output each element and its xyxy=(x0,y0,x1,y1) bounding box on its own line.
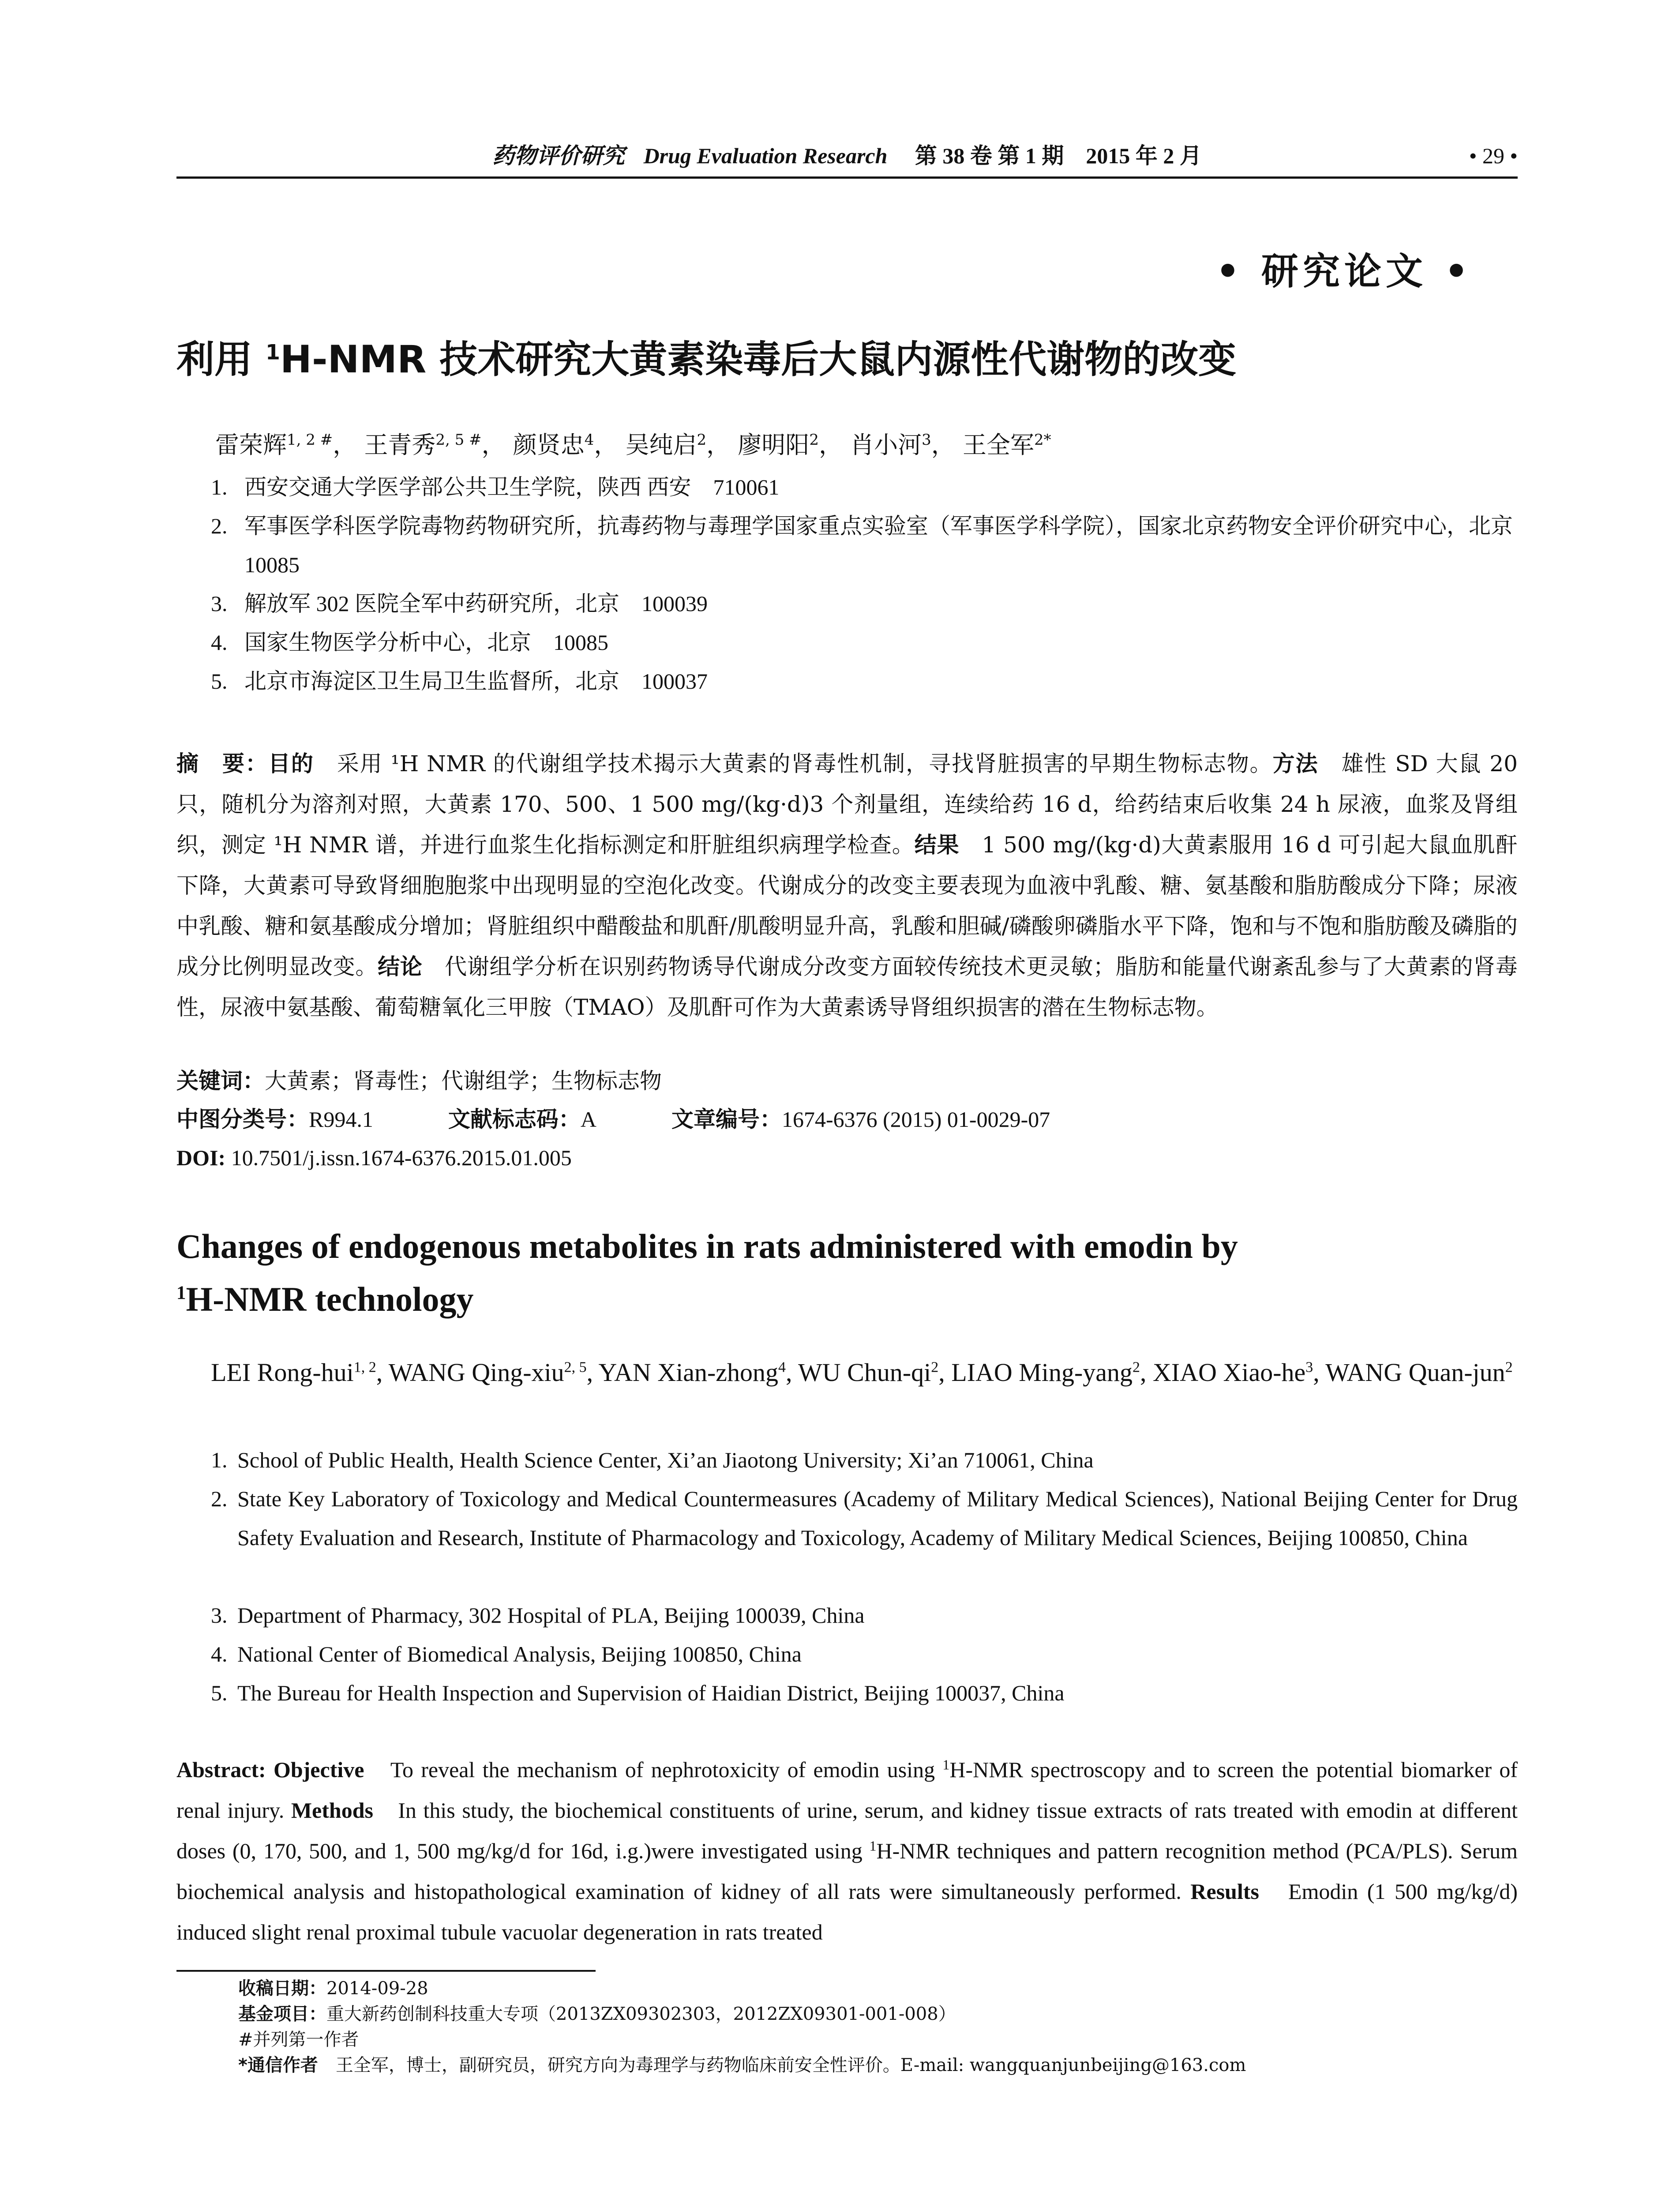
affiliation-num: 3. xyxy=(211,591,228,616)
affiliation-block xyxy=(211,1596,1518,1635)
author-en-sup: 2, 5 xyxy=(564,1359,587,1376)
header-center xyxy=(176,140,1518,171)
author-cn: 王全军 xyxy=(962,431,1034,459)
objective-label: 目的 xyxy=(268,751,314,777)
corr-label: *通信作者 xyxy=(238,2055,318,2075)
author-cn: 颜贤忠 xyxy=(513,431,585,459)
methods-label: 方法 xyxy=(1272,751,1319,777)
author-en-sup: 3 xyxy=(1305,1359,1313,1376)
objective-text-en: To reveal the mechanism of nephrotoxicity of emodin using xyxy=(364,1757,943,1782)
page-number: • 29 • xyxy=(1469,143,1518,168)
received-value: 2014-09-28 xyxy=(326,1978,428,1999)
fund-value: 重大新药创制科技重大专项（2013ZX09302303，2012ZX09301-001-008） xyxy=(326,2004,956,2024)
corr-value: 王全军，博士，副研究员，研究方向为毒理学与药物临床前安全性评价。E-mail: wangquanjunbeijing@163.com xyxy=(318,2055,1246,2075)
affiliation-text: National Center of Biomedical Analysis, Beijing 100850, China xyxy=(237,1642,802,1666)
results-text-en: Emodin (1 500 mg/kg/d) induced slight renal proximal tubule vacuolar degeneration in rats treated xyxy=(176,1879,1518,1944)
affiliation-cn xyxy=(211,662,1518,701)
clc-label: 中图分类号： xyxy=(176,1107,309,1132)
header-rule xyxy=(176,176,1518,179)
corresponding-author xyxy=(238,2052,1518,2078)
methods-text: 雄性 SD 大鼠 20 只，随机分为溶剂对照，大黄素 170、500、1 500 mg/(kg·d)3 个剂量组，连续给药 16 d，给药结束后收集 24 h 尿液，血浆及肾组织，测定 ¹H NMR 谱，并进行血浆生化指标测定和肝脏组织病理学检查。 xyxy=(176,751,1518,858)
affiliation-en xyxy=(211,1479,1518,1557)
title-en-line2 xyxy=(176,1273,1518,1326)
author-en-sup: 1, 2 xyxy=(353,1359,376,1376)
keywords-label: 关键词： xyxy=(176,1068,265,1094)
author-en: WANG Quan-jun xyxy=(1325,1358,1505,1387)
abstract-cn xyxy=(176,743,1518,1028)
author-cn-sup: 3 xyxy=(922,431,931,449)
author-en: WANG Qing-xiu xyxy=(388,1358,564,1387)
affiliation-num: 5. xyxy=(211,1681,228,1705)
authors-en: LEI Rong-hui$^{1, 2}$, WANG Qing-xiu$^{2, 5}$, YAN Xian-zhong$^4$, WU Chun-$qi^2$, LIAO Ming-yang$^2$, XIAO Xiao-$he^3$, WANG Quan-jun$^2$ xyxy=(211,1358,1513,1387)
affiliation-block xyxy=(211,506,1535,584)
affiliation-text: 解放军 302 医院全军中药研究所，北京 100039 xyxy=(244,591,708,616)
author-en: XIAO Xiao-he xyxy=(1153,1358,1306,1387)
results-label-en: Results xyxy=(1190,1879,1259,1904)
methods-text-en: H-NMR techniques and pattern recognition method (PCA/PLS). Serum biochemical analysis and histopathological examination of kidney of all rats were simultaneously performed. xyxy=(176,1838,1518,1904)
title-en xyxy=(176,1220,1518,1326)
objective-text-en: H-NMR spectroscopy and to screen the potential biomarker of renal injury. xyxy=(176,1757,1518,1823)
journal-name-en: Drug Evaluation Research xyxy=(643,143,888,168)
affiliation-num: 4. xyxy=(211,1642,228,1666)
doc-code-label: 文献标志码： xyxy=(448,1107,581,1132)
abstract-en-label: Abstract: Objective xyxy=(176,1757,364,1782)
methods-label-en: Methods xyxy=(291,1798,373,1823)
author-cn: 肖小河 xyxy=(850,431,922,459)
authors-cn: 雷荣辉$^{1, 2 \#}$， 王青秀$^{2, 5 \#}$， 颜贤忠$^4$， 吴纯启$^2$， 廖明阳$^2$， 肖小河$^3$， 王全军$^{2*}$ xyxy=(215,431,1051,459)
author-cn-sup: 1, 2 # xyxy=(287,431,333,449)
affiliation-block xyxy=(211,1673,1518,1712)
article-no-label: 文章编号： xyxy=(671,1107,782,1132)
journal-name-cn: 药物评价研究 xyxy=(492,143,625,169)
author-en: WU Chun-qi xyxy=(798,1358,931,1387)
affiliation-text: 北京市海淀区卫生局卫生监督所，北京 100037 xyxy=(244,669,708,694)
fund-info xyxy=(238,2001,1518,2027)
footnotes xyxy=(238,1976,1518,2078)
received-date xyxy=(238,1976,1518,2001)
affiliation-block xyxy=(211,1441,1518,1479)
clc-value: R994.1 xyxy=(309,1107,373,1132)
author-en: YAN Xian-zhong xyxy=(598,1358,779,1387)
methods-sup: 1 xyxy=(869,1838,877,1854)
doi-line xyxy=(176,1140,572,1175)
title-en-sup: 1 xyxy=(176,1283,186,1303)
author-cn-sup: 2 xyxy=(697,431,707,449)
doi-label: DOI: xyxy=(176,1145,226,1170)
author-cn: 王青秀 xyxy=(364,431,436,459)
author-cn-sup: 2* xyxy=(1034,431,1051,449)
affiliation-block xyxy=(211,1635,1518,1673)
affiliation-text: 国家生物医学分析中心，北京 10085 xyxy=(244,630,608,655)
author-cn-sup: 2, 5 # xyxy=(435,431,482,449)
affiliation-num: 1. xyxy=(211,1448,228,1472)
author-en-sup: 2 xyxy=(931,1359,939,1376)
classification-line xyxy=(176,1102,1050,1137)
affiliation-text: 西安交通大学医学部公共卫生学院，陕西 西安 710061 xyxy=(244,475,780,499)
author-cn: 廖明阳 xyxy=(738,431,810,459)
received-label: 收稿日期： xyxy=(238,1978,326,1999)
article-no-value: 1674-6376 (2015) 01-0029-07 xyxy=(781,1107,1050,1132)
conclusion-label: 结论 xyxy=(378,954,423,979)
doc-code-value: A xyxy=(580,1107,596,1132)
results-text: 1 500 mg/(kg·d)大黄素服用 16 d 可引起大鼠血肌酐下降，大黄素可导致肾细胞胞浆中出现明显的空泡化改变。代谢成分的改变主要表现为血液中乳酸、糖、氨基酸和脂肪酸成分下降；尿液中乳酸、糖和氨基酸成分增加；肾脏组织中醋酸盐和肌酐/肌酸明显升高，乳酸和胆碱/磷酸卵磷脂水平下降，饱和与不饱和脂肪酸及磷脂的成分比例明显改变。 xyxy=(176,832,1518,979)
title-cn-rest: H-NMR 技术研究大黄素染毒后大鼠内源性代谢物的改变 xyxy=(280,338,1237,382)
objective-text: 采用 ¹H NMR 的代谢组学技术揭示大黄素的肾毒性机制，寻找肾脏损害的早期生物标志物。 xyxy=(314,751,1273,777)
abstract-cn-label: 摘 要： xyxy=(176,751,268,777)
affiliation-text: 军事医学科医学院毒物药物研究所，抗毒药物与毒理学国家重点实验室（军事医学科学院），国家北京药物安全评价研究中心，北京 10085 xyxy=(244,514,1535,577)
co-first-note: #并列第一作者 xyxy=(238,2030,359,2050)
affiliation-cn xyxy=(211,623,1518,662)
affiliation-text: The Bureau for Health Inspection and Supervision of Haidian District, Beijing 100037, China xyxy=(237,1681,1065,1705)
affiliation-num: 3. xyxy=(211,1603,228,1628)
affiliation-num: 2. xyxy=(211,514,228,538)
abstract-en xyxy=(176,1749,1518,1952)
author-en-sup: 2 xyxy=(1505,1359,1513,1376)
affiliation-en xyxy=(211,1635,1518,1673)
objective-sup: 1 xyxy=(942,1756,950,1773)
affiliation-en xyxy=(211,1596,1518,1635)
affiliation-cn xyxy=(211,506,1535,584)
affiliation-num: 2. xyxy=(211,1486,228,1511)
affiliation-block xyxy=(211,1479,1518,1557)
conclusion-text: 代谢组学分析在识别药物诱导代谢成分改变方面较传统技术更灵敏；脂肪和能量代谢紊乱参与了大黄素的肾毒性，尿液中氨基酸、葡萄糖氧化三甲胺（TMAO）及肌酐可作为大黄素诱导肾组织损害的潜在生物标志物。 xyxy=(176,954,1518,1020)
keywords-cn xyxy=(176,1063,662,1099)
affiliation-cn xyxy=(211,584,1518,623)
author-cn-sup: 2 xyxy=(809,431,819,449)
affiliation-en xyxy=(211,1673,1518,1712)
author-en: LIAO Ming-yang xyxy=(951,1358,1133,1387)
affiliation-cn xyxy=(211,468,1518,506)
author-cn: 雷荣辉 xyxy=(215,431,287,459)
section-label: • 研究论文 • xyxy=(1216,249,1473,293)
title-en-line1: Changes of endogenous metabolites in rats administered with emodin by xyxy=(176,1227,1238,1265)
affiliation-en xyxy=(211,1441,1518,1479)
affiliation-text: School of Public Health, Health Science Center, Xi’an Jiaotong University; Xi’an 710061, China xyxy=(237,1448,1094,1472)
affiliation-num: 5. xyxy=(211,669,228,694)
author-cn-sup: 4 xyxy=(584,431,594,449)
keywords-text: 大黄素；肾毒性；代谢组学；生物标志物 xyxy=(265,1069,662,1093)
issue-info: 第 38 卷 第 1 期 2015 年 2 月 xyxy=(915,143,1202,168)
author-en: LEI Rong-hui xyxy=(211,1358,354,1387)
title-cn-sup: 1 xyxy=(265,340,280,365)
affiliation-num: 4. xyxy=(211,630,228,655)
title-en-line2-text: H-NMR technology xyxy=(186,1280,474,1318)
affiliation-num: 1. xyxy=(211,475,228,499)
results-label: 结果 xyxy=(914,832,960,858)
title-cn xyxy=(176,329,1236,383)
author-en-sup: 4 xyxy=(778,1359,786,1376)
affiliation-text: Department of Pharmacy, 302 Hospital of PLA, Beijing 100039, China xyxy=(237,1603,865,1628)
footnote-rule xyxy=(176,1970,596,1972)
doi-value: 10.7501/j.issn.1674-6376.2015.01.005 xyxy=(225,1145,572,1170)
running-header xyxy=(176,140,1518,171)
fund-label: 基金项目： xyxy=(238,2004,326,2024)
author-en-sup: 2 xyxy=(1132,1359,1140,1376)
title-cn-prefix: 利用 xyxy=(176,338,266,382)
author-cn: 吴纯启 xyxy=(625,431,697,459)
affiliation-text: State Key Laboratory of Toxicology and Medical Countermeasures (Academy of Military Medical Sciences), National Beijing Center for Drug Safety Evaluation and Research, Institute of Pharmacology and Toxicology, Academy of Military Medical Sciences, Beijing 100850, China xyxy=(237,1486,1518,1550)
methods-text-en: In this study, the biochemical constituents of urine, serum, and kidney tissue extracts of rats treated with emodin at different doses (0, 170, 500, and 1, 500 mg/kg/d for 16d, i.g.)were investigated using xyxy=(176,1798,1518,1863)
